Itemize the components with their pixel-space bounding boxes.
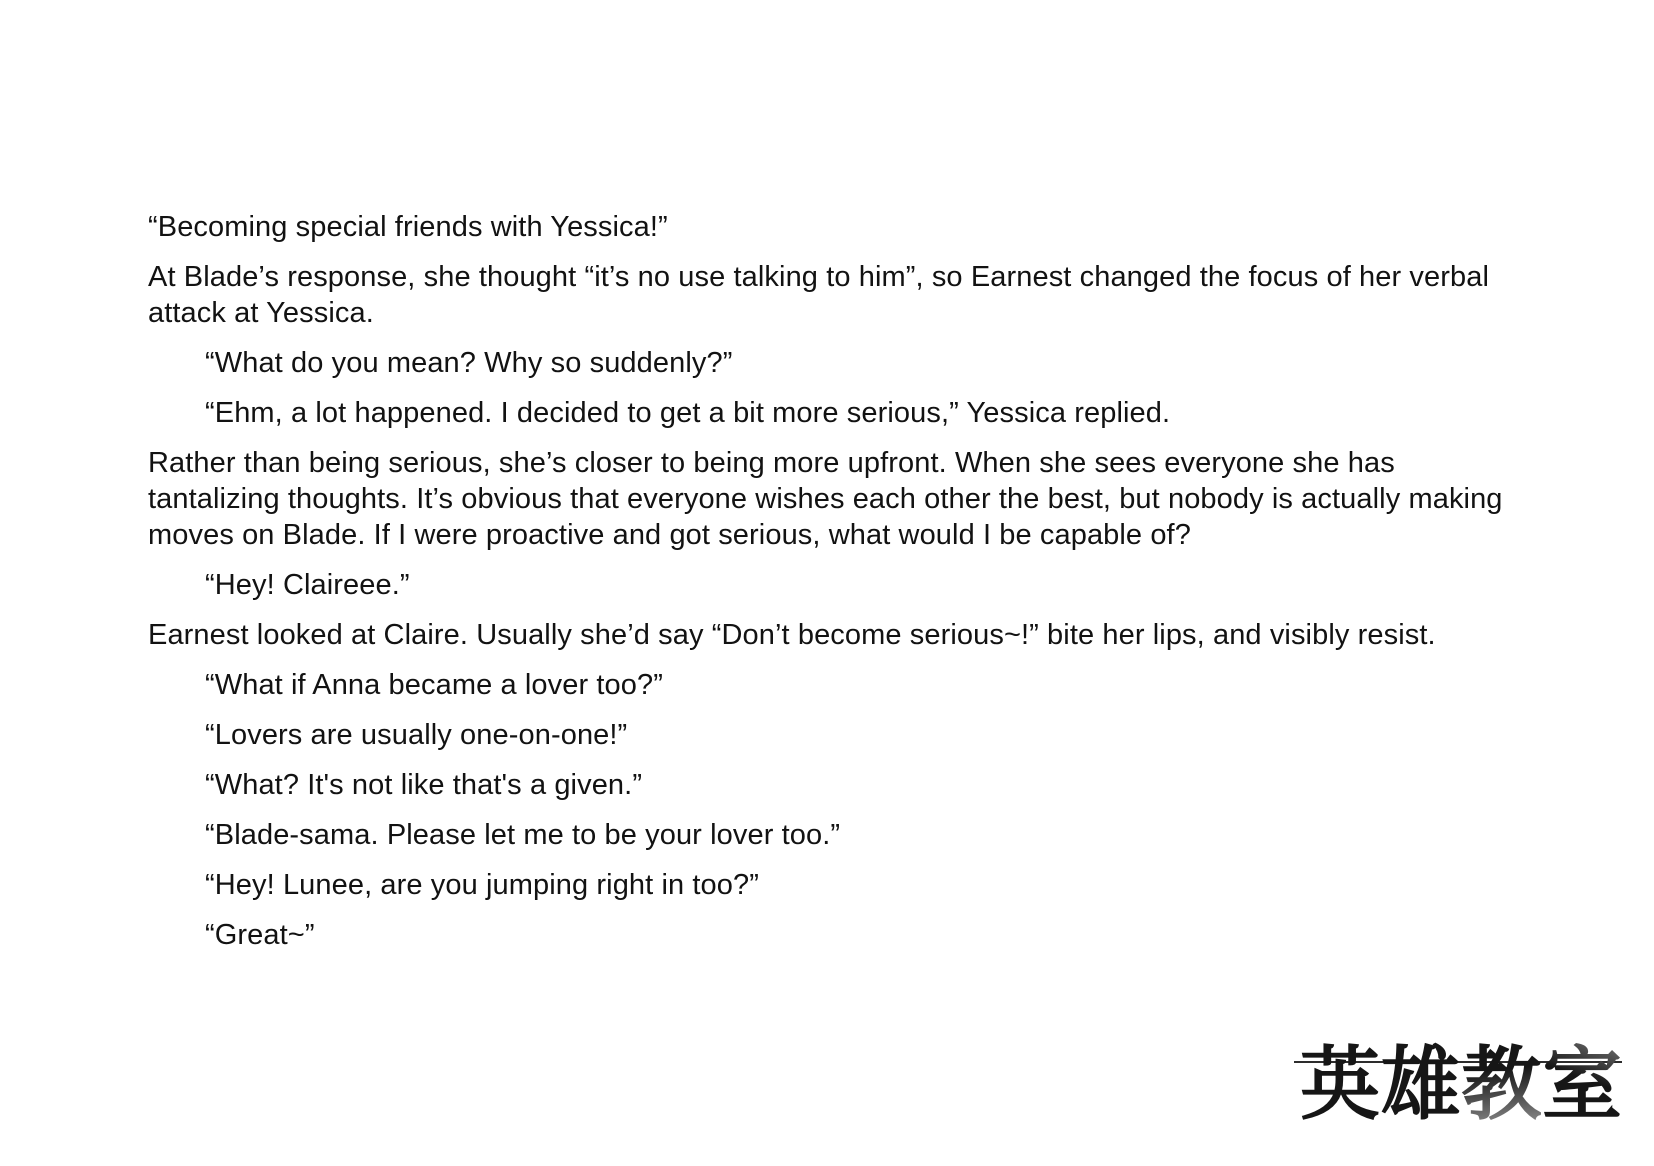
novel-text-block — [148, 209, 1528, 967]
dialogue-line: “Lovers are usually one-on-one!” — [205, 719, 628, 751]
narration-paragraph: Rather than being serious, she’s closer to being more upfront. When she sees everyone she has tantalizing thoughts. It’s obvious that everyone wishes each other the best, but nobody is actually making moves on Blade. If I were proactive and got serious, what would I be capable of? — [148, 447, 1503, 551]
eiyuu-kyoushitsu-logo — [1300, 1037, 1622, 1132]
dialogue-line: “Becoming special friends with Yessica!” — [148, 211, 668, 243]
logo-kanji: 教 — [1461, 1037, 1542, 1131]
dialogue-line: “Ehm, a lot happened. I decided to get a bit more serious,” Yessica replied. — [205, 397, 1171, 429]
dialogue-line: “Hey! Lunee, are you jumping right in too?” — [205, 869, 759, 901]
logo-kanji: 雄 — [1380, 1037, 1461, 1131]
dialogue-line: “What if Anna became a lover too?” — [205, 669, 663, 701]
narration-paragraph: Earnest looked at Claire. Usually she’d say “Don’t become serious~!” bite her lips, and visibly resist. — [148, 619, 1436, 651]
dialogue-line: “Hey! Claireee.” — [205, 569, 410, 601]
dialogue-line: “Blade-sama. Please let me to be your lover too.” — [205, 819, 841, 851]
dialogue-line: “Great~” — [205, 919, 315, 951]
logo-kanji: 室 — [1541, 1037, 1622, 1131]
dialogue-line: “What? It's not like that's a given.” — [205, 769, 643, 801]
narration-paragraph: At Blade’s response, she thought “it’s no use talking to him”, so Earnest changed the focus of her verbal attack at Yessica. — [148, 261, 1489, 329]
dialogue-line: “What do you mean? Why so suddenly?” — [205, 347, 733, 379]
logo-kanji: 英 — [1300, 1037, 1380, 1131]
